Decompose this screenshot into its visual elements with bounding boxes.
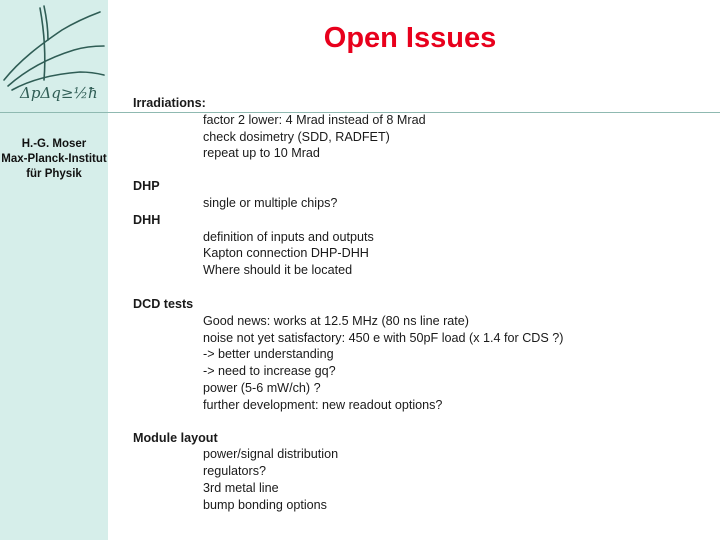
list-item: single or multiple chips? [203, 195, 338, 210]
list-item: regulators? [203, 464, 267, 479]
list-item: further development: new readout options? [203, 397, 443, 412]
list-item: Kapton connection DHP-DHH [203, 246, 369, 261]
section-dhh [133, 212, 703, 279]
list-item: repeat up to 10 Mrad [203, 146, 320, 161]
list-item: check dosimetry (SDD, RADFET) [203, 129, 390, 144]
author-institute: Max-Planck-Institut [1, 153, 107, 165]
list-item: bump bonding options [203, 497, 327, 512]
author-name: H.-G. Moser [21, 138, 87, 150]
author-block [0, 137, 108, 182]
list-item: definition of inputs and outputs [203, 229, 374, 244]
section-heading: Module layout [133, 430, 218, 445]
section-module-layout [133, 430, 703, 514]
section-irradiations [133, 95, 703, 162]
list-item: factor 2 lower: 4 Mrad instead of 8 Mrad [203, 112, 426, 127]
logo-text: ΔpΔq≥½ħ [20, 84, 98, 102]
list-item: power/signal distribution [203, 447, 339, 462]
author-department: für Physik [26, 168, 82, 180]
list-item: power (5-6 mW/ch) ? [203, 380, 321, 395]
issues-list [133, 95, 703, 514]
section-dhp [133, 178, 703, 212]
list-item: noise not yet satisfactory: 450 e with 50pF load (x 1.4 for CDS ?) [203, 330, 564, 345]
list-item: Where should it be located [203, 263, 353, 278]
section-heading: Irradiations: [133, 96, 206, 110]
list-item: -> better understanding [203, 347, 334, 362]
section-dcd-tests [133, 296, 703, 414]
hll-logo-icon [0, 0, 108, 112]
list-item: 3rd metal line [203, 480, 279, 495]
section-heading: DCD tests [133, 296, 194, 311]
section-heading: DHH [133, 212, 161, 227]
slide-title: Open Issues [323, 22, 497, 54]
list-item: Good news: works at 12.5 MHz (80 ns line rate) [203, 313, 469, 328]
section-heading: DHP [133, 179, 160, 194]
list-item: -> need to increase gq? [203, 364, 336, 379]
